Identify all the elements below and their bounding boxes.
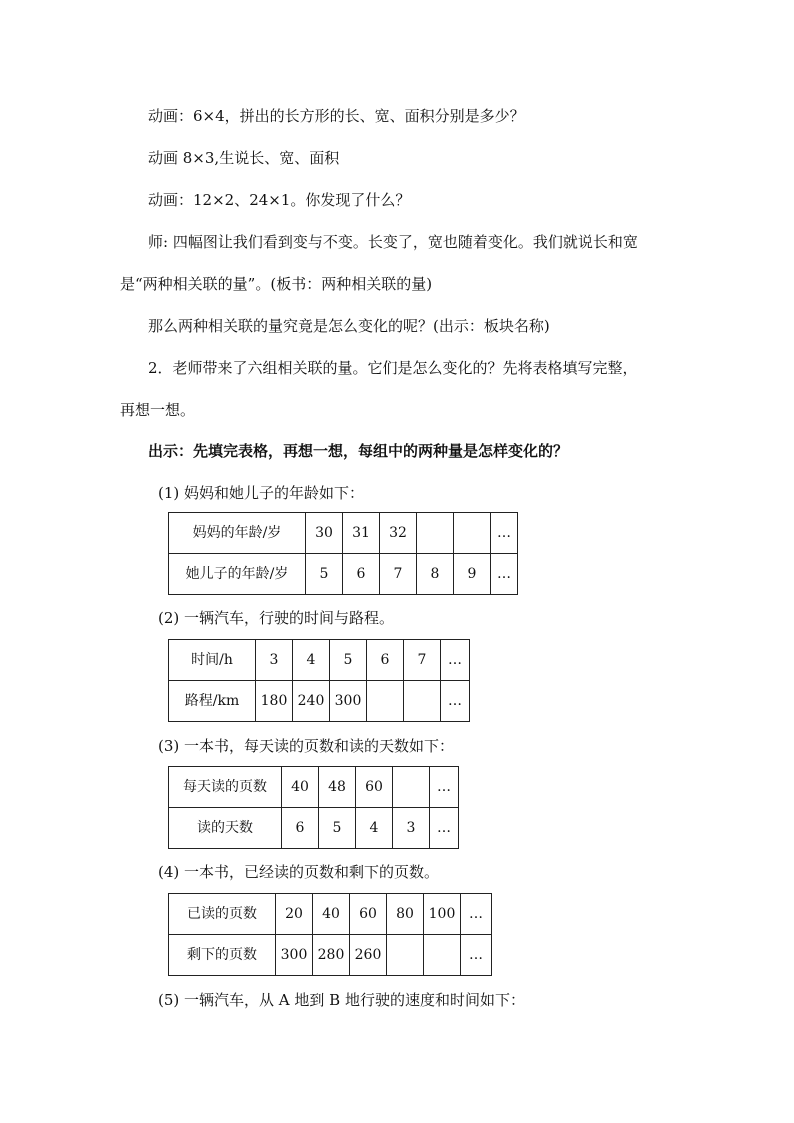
table-cell: 32 [380, 513, 417, 554]
row-header: 剩下的页数 [169, 935, 276, 976]
ellipsis-cell: … [430, 767, 459, 808]
blank-cell[interactable] [454, 513, 491, 554]
row-header: 已读的页数 [169, 894, 276, 935]
problem-3-caption: (3) 一本书，每天读的页数和读的天数如下： [158, 737, 455, 755]
table-cell: 6 [282, 808, 319, 849]
table-cell: 3 [256, 640, 293, 681]
ellipsis-cell: … [441, 640, 470, 681]
table-cell: 300 [276, 935, 313, 976]
ellipsis-cell: … [430, 808, 459, 849]
table-cell: 3 [393, 808, 430, 849]
problem-3-table [168, 766, 459, 849]
row-header: 妈妈的年龄/岁 [169, 513, 306, 554]
table-cell: 5 [330, 640, 367, 681]
table-row [169, 894, 492, 935]
blank-cell[interactable] [417, 513, 454, 554]
table-cell: 260 [350, 935, 387, 976]
paragraph-animation-12x2: 动画：12×2、24×1。你发现了什么？ [148, 191, 411, 209]
row-header: 路程/km [169, 681, 256, 722]
paragraph-animation-6x4: 动画：6×4，拼出的长方形的长、宽、面积分别是多少？ [148, 107, 525, 125]
paragraph-instruction: 出示：先填完表格，再想一想，每组中的两种量是怎样变化的？ [148, 442, 569, 460]
table-cell: 6 [367, 640, 404, 681]
table-cell: 60 [350, 894, 387, 935]
ellipsis-cell: … [491, 554, 518, 595]
ellipsis-cell: … [461, 894, 492, 935]
table-cell: 40 [282, 767, 319, 808]
table-row [169, 681, 470, 722]
row-header: 每天读的页数 [169, 767, 282, 808]
blank-cell[interactable] [367, 681, 404, 722]
table-cell: 20 [276, 894, 313, 935]
paragraph-teacher-line2: 是“两种相关联的量”。(板书：两种相关联的量) [120, 275, 433, 293]
table-row [169, 513, 518, 554]
problem-2-caption: (2) 一辆汽车，行驶的时间与路程。 [158, 609, 395, 627]
paragraph-six-groups-line1: 2．老师带来了六组相关联的量。它们是怎么变化的？先将表格填写完整， [148, 359, 638, 377]
ellipsis-cell: … [441, 681, 470, 722]
table-cell: 300 [330, 681, 367, 722]
blank-cell[interactable] [387, 935, 424, 976]
row-header: 她儿子的年龄/岁 [169, 554, 306, 595]
table-row [169, 808, 459, 849]
table-cell: 4 [293, 640, 330, 681]
paragraph-six-groups-line2: 再想一想。 [120, 401, 196, 419]
table-cell: 5 [319, 808, 356, 849]
problem-5-caption: (5) 一辆汽车，从 A 地到 B 地行驶的速度和时间如下： [158, 991, 525, 1009]
table-row [169, 554, 518, 595]
problem-4-caption: (4) 一本书，已经读的页数和剩下的页数。 [158, 863, 440, 881]
table-cell: 7 [380, 554, 417, 595]
table-cell: 7 [404, 640, 441, 681]
table-cell: 8 [417, 554, 454, 595]
table-cell: 100 [424, 894, 461, 935]
row-header: 时间/h [169, 640, 256, 681]
table-cell: 60 [356, 767, 393, 808]
table-cell: 48 [319, 767, 356, 808]
row-header: 读的天数 [169, 808, 282, 849]
table-cell: 180 [256, 681, 293, 722]
blank-cell[interactable] [424, 935, 461, 976]
table-row [169, 640, 470, 681]
table-cell: 30 [306, 513, 343, 554]
paragraph-teacher-line1: 师: 四幅图让我们看到变与不变。长变了，宽也随着变化。我们就说长和宽 [148, 233, 638, 251]
problem-1-table [168, 512, 518, 595]
table-cell: 5 [306, 554, 343, 595]
blank-cell[interactable] [404, 681, 441, 722]
problem-4-table [168, 893, 492, 976]
ellipsis-cell: … [461, 935, 492, 976]
table-cell: 280 [313, 935, 350, 976]
table-row [169, 767, 459, 808]
table-cell: 40 [313, 894, 350, 935]
table-cell: 4 [356, 808, 393, 849]
table-cell: 80 [387, 894, 424, 935]
paragraph-animation-8x3: 动画 8×3,生说长、宽、面积 [148, 149, 340, 167]
blank-cell[interactable] [393, 767, 430, 808]
table-row [169, 935, 492, 976]
problem-2-table [168, 639, 470, 722]
table-cell: 31 [343, 513, 380, 554]
table-cell: 9 [454, 554, 491, 595]
ellipsis-cell: … [491, 513, 518, 554]
table-cell: 240 [293, 681, 330, 722]
table-cell: 6 [343, 554, 380, 595]
paragraph-question: 那么两种相关联的量究竟是怎么变化的呢？(出示：板块名称) [148, 317, 550, 335]
problem-1-caption: (1) 妈妈和她儿子的年龄如下： [158, 484, 365, 502]
